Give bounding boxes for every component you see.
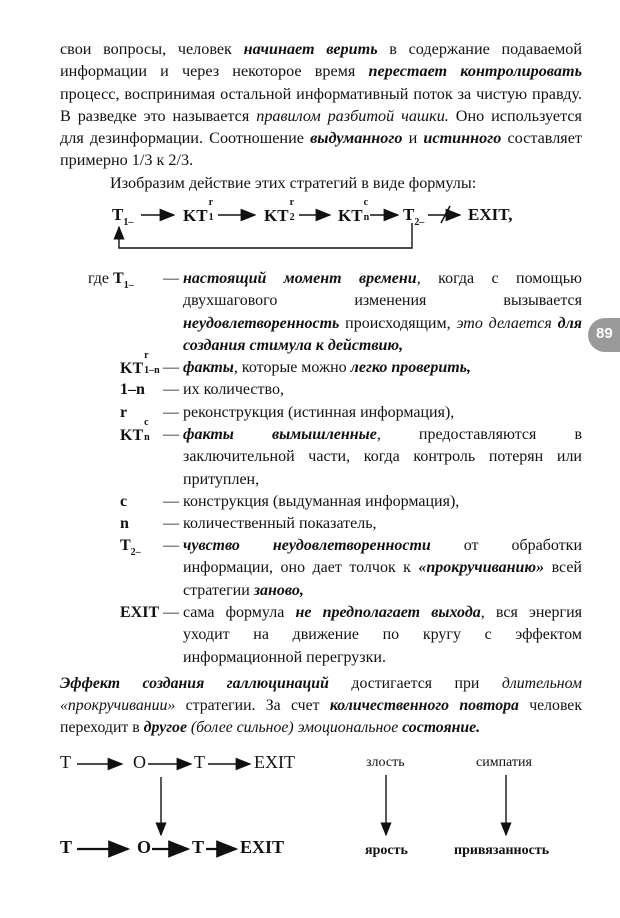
emotion-anger: злость <box>366 755 405 770</box>
emphasis: правилом разбитой чашки. <box>256 106 449 125</box>
emotion-sympathy: симпатия <box>476 755 532 770</box>
term: EXIT <box>120 604 160 621</box>
bottom-exit: EXIT <box>240 837 285 857</box>
dash: — <box>163 270 179 287</box>
formula-ktn: KT c n <box>338 197 370 225</box>
emphasis: начинает верить <box>243 40 378 58</box>
definition-text: факты, которые можно легко проверить, <box>183 359 471 376</box>
top-t1: T <box>60 752 71 772</box>
formula-t2: $T_{2-}$ <box>403 205 425 228</box>
definition-text: факты вымышленные, предоставляются в заключительной части, когда контроль потерян или притуплен, <box>183 426 582 488</box>
dash: — <box>163 515 179 532</box>
page-number: 89 <box>596 325 613 342</box>
formula <box>112 197 572 257</box>
emotion-diagram <box>60 745 600 875</box>
where-label: где $T_{1-}$ <box>88 270 134 291</box>
term: KT r 1–n <box>120 350 160 377</box>
text: Оно используется для дезинформации. Соотношение <box>60 106 582 148</box>
bottom-t2: T <box>192 837 205 857</box>
bottom-t1: T <box>60 837 73 857</box>
bottom-o: O <box>137 837 152 857</box>
dash: — <box>163 359 179 376</box>
top-o: O <box>133 752 146 772</box>
term: 1–n <box>120 381 145 398</box>
definition-text: реконструкция (истинная информация), <box>183 404 455 421</box>
formula-exit: EXIT, <box>468 205 513 224</box>
formula-t1: $T_{1-}$ <box>112 205 134 228</box>
term: c <box>120 493 128 510</box>
text: в содержание подаваемой информации и через некоторое время <box>60 40 582 81</box>
dash: — <box>163 537 179 554</box>
paragraph-hallucination: Эффект создания галлюцинаций достигается при длительном «прокручивании» стратегии. За счет количественного повтора человек переходит в другое (более сильное) эмоциональное состояние. <box>60 675 582 736</box>
formula-kt2: KT r 2 <box>264 197 295 225</box>
term: r <box>120 404 128 421</box>
dash: — <box>163 404 179 421</box>
definition-text: настоящий момент времени, когда с помощью двухшагового изменения вызывается неудовлетворенность происходящим, это делается для создания стимула к действию, <box>183 270 583 354</box>
term: KT c n <box>120 417 150 444</box>
term: $T_{2-}$ <box>120 537 141 558</box>
dash: — <box>163 426 179 443</box>
definition-text: их количество, <box>183 381 284 398</box>
emphasis: истинного <box>423 129 502 148</box>
definition-text: сама формула не предполагает выхода, вся энергия уходит на движение по кругу с эффектом информационной перегрузки. <box>183 604 582 666</box>
definition-text: чувство неудовлетворенности от обработки информации, оно дает толчок к «прокручиванию» всей стратегии заново, <box>183 537 583 599</box>
definition-text: количественный показатель, <box>183 515 377 532</box>
top-t2: T <box>194 752 205 772</box>
paragraph-formula-intro: Изобразим действие этих стратегий в виде формулы: <box>110 174 477 192</box>
text: и <box>402 129 424 148</box>
emotion-attachment: привязанность <box>454 843 550 858</box>
definition-text: конструкция (выдуманная информация), <box>183 493 460 510</box>
top-exit: EXIT <box>254 752 295 772</box>
emphasis: выдуманного <box>310 129 403 148</box>
paragraph-intro <box>60 38 582 172</box>
text: составляет примерно 1/3 к 2/3. <box>60 129 582 170</box>
dash: — <box>163 381 179 398</box>
emotion-rage: ярость <box>365 843 408 858</box>
text: процесс, воспринимая остальной информативный поток за чистую правду. В разведке это называется <box>60 84 582 125</box>
emphasis: перестает контролировать <box>368 62 583 81</box>
dash: — <box>163 493 179 510</box>
formula-kt1: KT r 1 <box>183 197 214 225</box>
page-number-tab <box>588 318 620 352</box>
text: свои вопросы, человек <box>60 40 244 58</box>
dash: — <box>163 604 179 621</box>
term: n <box>120 515 129 532</box>
